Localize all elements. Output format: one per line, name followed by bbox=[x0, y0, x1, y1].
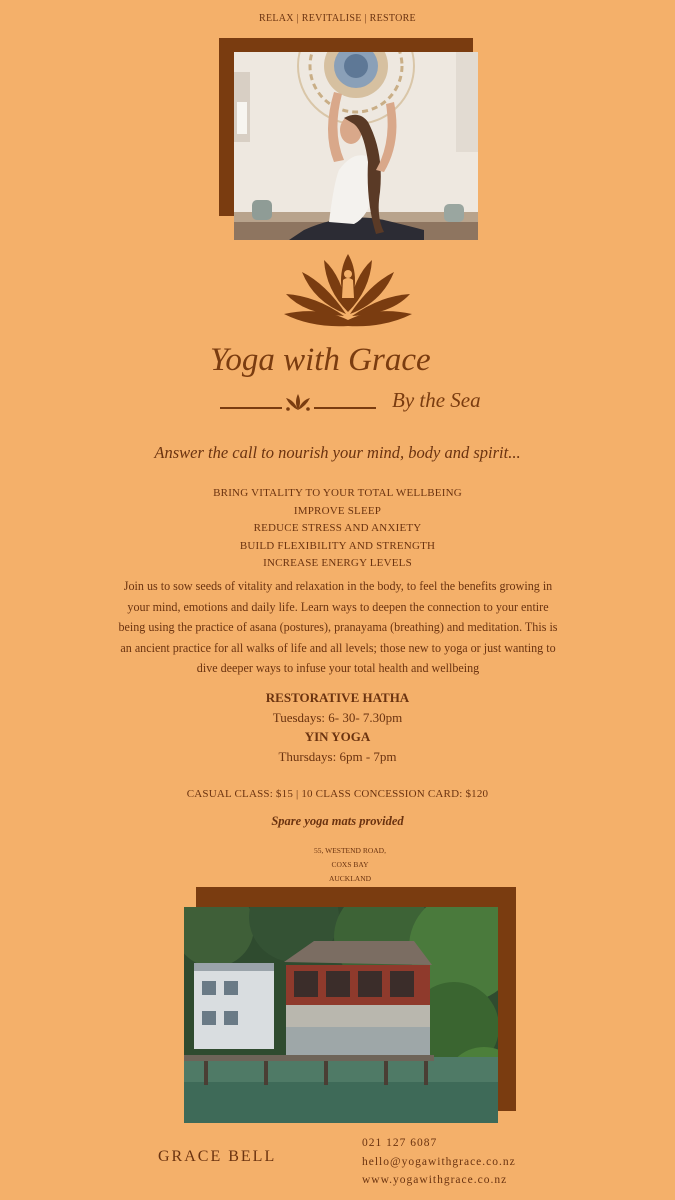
phone-link[interactable]: 021 127 6087 bbox=[362, 1137, 438, 1149]
class-name: YIN YOGA bbox=[304, 729, 371, 744]
website-link[interactable]: www.yogawithgrace.co.nz bbox=[362, 1174, 508, 1186]
benefit-item: IMPROVE SLEEP bbox=[293, 504, 382, 517]
description-paragraph: Join us to sow seeds of vitality and relaxation in the body, to feel the benefits growing in your mind, emotions and daily life. Learn ways to deepen the connection to your entire being using the practice of asana (postures), pranayama (breathing) and meditation. This is an ancient practice for all walks of life and all levels; those new to yoga or just wanting to dive deeper ways to infuse your total health and wellbeing bbox=[118, 579, 558, 675]
address-line: AUCKLAND bbox=[328, 874, 372, 883]
boathouse-illustration bbox=[184, 907, 498, 1123]
benefit-item: INCREASE ENERGY LEVELS bbox=[263, 557, 412, 569]
class-time: Tuesdays: 6- 30- 7.30pm bbox=[272, 709, 403, 725]
address-line: COXS BAY bbox=[331, 860, 369, 869]
brand-title: Yoga with Grace bbox=[210, 342, 431, 378]
contact-block bbox=[362, 1134, 516, 1190]
yoga-pose-photo bbox=[234, 52, 478, 240]
yoga-woman-illustration bbox=[234, 52, 478, 240]
footer-name: GRACE BELL bbox=[158, 1148, 277, 1165]
benefit-item: REDUCE STRESS AND ANXIETY bbox=[253, 522, 422, 534]
address-block bbox=[300, 844, 400, 886]
address-line: 55, WESTEND ROAD, bbox=[314, 846, 386, 855]
benefits-list bbox=[0, 485, 675, 573]
email-link[interactable]: hello@yogawithgrace.co.nz bbox=[362, 1155, 516, 1168]
mats-note: Spare yoga mats provided bbox=[271, 814, 404, 828]
pricing-text: CASUAL CLASS: $15 | 10 CLASS CONCESSION CARD: $120 bbox=[186, 788, 489, 800]
benefit-item: BRING VITALITY TO YOUR TOTAL WELLBEING bbox=[213, 487, 462, 499]
benefit-item: BUILD FLEXIBILITY AND STRENGTH bbox=[239, 539, 436, 552]
boathouse-photo bbox=[184, 907, 498, 1123]
ornament-divider-icon bbox=[220, 392, 378, 414]
lotus-logo-icon bbox=[280, 250, 416, 332]
tagline: RELAX | REVITALISE | RESTORE bbox=[259, 13, 416, 24]
class-schedule bbox=[0, 688, 675, 766]
brand-subtitle: By the Sea bbox=[392, 388, 481, 412]
lead-text: Answer the call to nourish your mind, body and spirit... bbox=[154, 443, 521, 462]
class-time: Thursdays: 6pm - 7pm bbox=[278, 748, 397, 764]
class-name: RESTORATIVE HATHA bbox=[265, 690, 410, 705]
